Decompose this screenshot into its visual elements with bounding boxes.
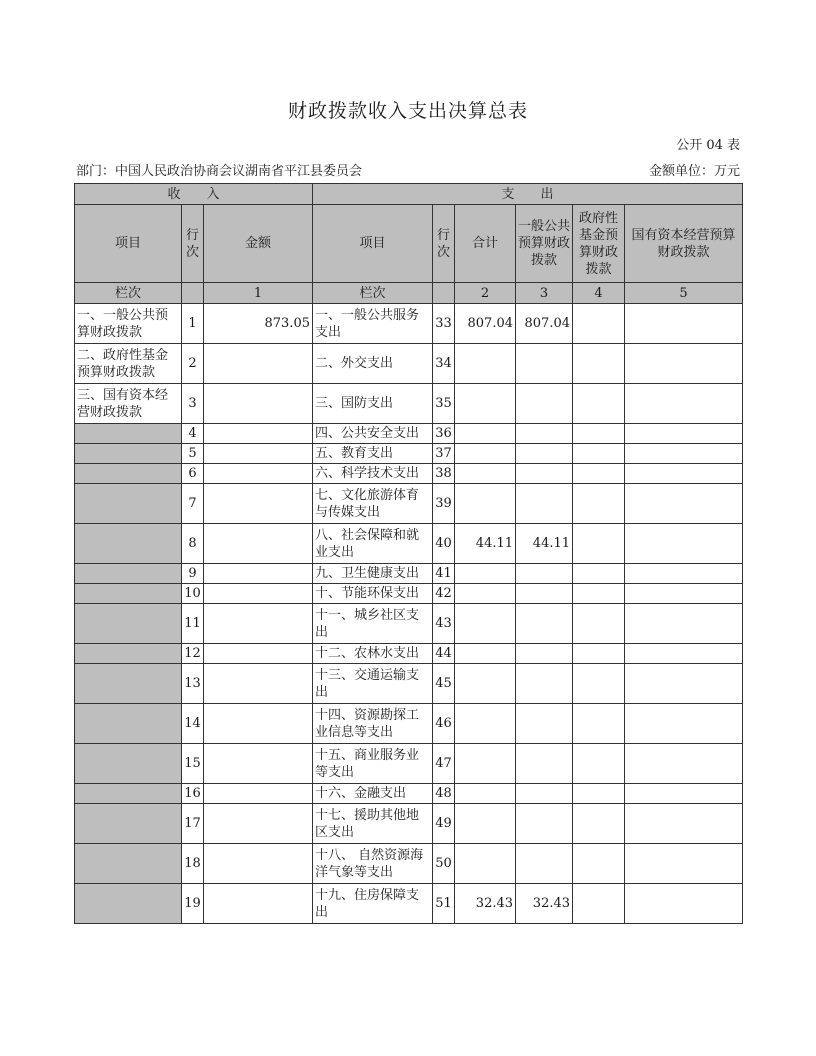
expense-item: 三、国防支出: [313, 384, 433, 424]
state-capital-amount: [625, 704, 743, 744]
income-item: [75, 444, 182, 464]
expense-total: [455, 484, 516, 524]
expense-item: 四、公共安全支出: [313, 424, 433, 444]
income-item: [75, 804, 182, 844]
table-row: [75, 744, 743, 784]
income-item: 二、政府性基金预算财政拨款: [75, 344, 182, 384]
expense-total: [455, 664, 516, 704]
amount-unit-label: 金额单位：万元: [648, 164, 740, 179]
fund-budget-amount: [573, 784, 625, 804]
table-row: [75, 384, 743, 424]
state-capital-header: 国有资本经营预算财政拨款: [625, 205, 743, 283]
state-capital-amount: [625, 744, 743, 784]
form-code: 公开 04 表: [676, 138, 740, 153]
expense-line-no: 36: [433, 424, 455, 444]
state-capital-amount: [625, 344, 743, 384]
table-row: [75, 784, 743, 804]
expense-item: 十八、 自然资源海洋气象等支出: [313, 844, 433, 884]
expense-total: 807.04: [455, 304, 516, 344]
fund-budget-amount: [573, 604, 625, 644]
expense-item: 十二、农林水支出: [313, 644, 433, 664]
expense-total: [455, 344, 516, 384]
expense-item: 五、教育支出: [313, 444, 433, 464]
income-line-no: 7: [182, 484, 204, 524]
income-line-no: 1: [182, 304, 204, 344]
income-item: [75, 644, 182, 664]
income-amount: [204, 484, 313, 524]
income-line-no: 18: [182, 844, 204, 884]
expense-line-no: 45: [433, 664, 455, 704]
general-budget-amount: [516, 564, 573, 584]
income-amount: [204, 704, 313, 744]
income-item: [75, 604, 182, 644]
general-budget-amount: 807.04: [516, 304, 573, 344]
table-row: [75, 644, 743, 664]
income-line-no: 16: [182, 784, 204, 804]
fund-budget-amount: [573, 344, 625, 384]
general-budget-amount: [516, 704, 573, 744]
income-amount: [204, 464, 313, 484]
expense-line-no: 39: [433, 484, 455, 524]
column-number-4: 4: [573, 283, 625, 304]
table-row: [75, 564, 743, 584]
income-amount: [204, 804, 313, 844]
income-item-header: 项目: [75, 205, 182, 283]
income-amount: [204, 444, 313, 464]
column-label-blank: [182, 283, 204, 304]
expense-total: [455, 604, 516, 644]
expense-line-no: 46: [433, 704, 455, 744]
expense-line-no: 34: [433, 344, 455, 384]
fiscal-summary-table: [74, 183, 743, 924]
expense-total: [455, 804, 516, 844]
table-row: [75, 884, 743, 924]
table-row: [75, 524, 743, 564]
general-budget-amount: [516, 784, 573, 804]
income-amount: [204, 424, 313, 444]
state-capital-amount: [625, 564, 743, 584]
fund-budget-amount: [573, 384, 625, 424]
expense-total: [455, 784, 516, 804]
expense-item: 十三、交通运输支出: [313, 664, 433, 704]
income-line-no: 12: [182, 644, 204, 664]
table-row: [75, 464, 743, 484]
table-row: [75, 424, 743, 444]
fund-budget-header: 政府性基金预算财政拨款: [573, 205, 625, 283]
column-number-1: 1: [204, 283, 313, 304]
general-budget-amount: 32.43: [516, 884, 573, 924]
column-label-blank-2: [433, 283, 455, 304]
income-line-no-header: 行次: [182, 205, 204, 283]
table-row: [75, 664, 743, 704]
table-row: [75, 584, 743, 604]
expense-line-no: 37: [433, 444, 455, 464]
expense-line-no: 38: [433, 464, 455, 484]
page-title: 财政拨款收入支出决算总表: [287, 100, 528, 122]
income-line-no: 4: [182, 424, 204, 444]
column-label-2: 栏次: [313, 283, 433, 304]
income-line-no: 11: [182, 604, 204, 644]
expense-item: 十五、商业服务业等支出: [313, 744, 433, 784]
fund-budget-amount: [573, 664, 625, 704]
income-line-no: 14: [182, 704, 204, 744]
expense-total: 44.11: [455, 524, 516, 564]
income-line-no: 17: [182, 804, 204, 844]
general-budget-header: 一般公共预算财政拨款: [516, 205, 573, 283]
column-number-2: 2: [455, 283, 516, 304]
income-amount: [204, 584, 313, 604]
fund-budget-amount: [573, 584, 625, 604]
general-budget-amount: [516, 344, 573, 384]
expense-total: [455, 444, 516, 464]
income-amount: [204, 564, 313, 584]
fund-budget-amount: [573, 524, 625, 564]
expense-line-no: 48: [433, 784, 455, 804]
expense-item: 十七、援助其他地区支出: [313, 804, 433, 844]
income-line-no: 15: [182, 744, 204, 784]
state-capital-amount: [625, 444, 743, 464]
income-line-no: 10: [182, 584, 204, 604]
general-budget-amount: [516, 584, 573, 604]
expense-total: [455, 844, 516, 884]
state-capital-amount: [625, 644, 743, 664]
table-row: [75, 844, 743, 884]
state-capital-amount: [625, 784, 743, 804]
income-amount-header: 金额: [204, 205, 313, 283]
income-line-no: 3: [182, 384, 204, 424]
expense-line-no: 42: [433, 584, 455, 604]
fund-budget-amount: [573, 564, 625, 584]
general-budget-amount: [516, 744, 573, 784]
state-capital-amount: [625, 524, 743, 564]
expense-line-no: 47: [433, 744, 455, 784]
column-number-3: 3: [516, 283, 573, 304]
general-budget-amount: [516, 664, 573, 704]
income-item: [75, 744, 182, 784]
table-row: [75, 304, 743, 344]
income-item: [75, 704, 182, 744]
expense-item: 六、科学技术支出: [313, 464, 433, 484]
income-item: 一、一般公共预算财政拨款: [75, 304, 182, 344]
income-line-no: 2: [182, 344, 204, 384]
income-line-no: 8: [182, 524, 204, 564]
state-capital-amount: [625, 384, 743, 424]
income-amount: 873.05: [204, 304, 313, 344]
table-row: [75, 344, 743, 384]
fund-budget-amount: [573, 884, 625, 924]
income-item: [75, 424, 182, 444]
expense-item: 二、外交支出: [313, 344, 433, 384]
fund-budget-amount: [573, 464, 625, 484]
fund-budget-amount: [573, 744, 625, 784]
income-amount: [204, 644, 313, 664]
income-line-no: 19: [182, 884, 204, 924]
fund-budget-amount: [573, 844, 625, 884]
general-budget-amount: [516, 384, 573, 424]
income-amount: [204, 784, 313, 804]
expense-item: 一、一般公共服务支出: [313, 304, 433, 344]
general-budget-amount: [516, 424, 573, 444]
expense-total: [455, 464, 516, 484]
table-row: [75, 484, 743, 524]
state-capital-amount: [625, 604, 743, 644]
state-capital-amount: [625, 584, 743, 604]
state-capital-amount: [625, 804, 743, 844]
income-item: [75, 884, 182, 924]
expense-line-no: 44: [433, 644, 455, 664]
expense-line-no: 43: [433, 604, 455, 644]
table-row: [75, 444, 743, 464]
expense-total: [455, 384, 516, 424]
general-budget-amount: [516, 644, 573, 664]
table-row: [75, 804, 743, 844]
state-capital-amount: [625, 464, 743, 484]
table-row: [75, 704, 743, 744]
expense-total: [455, 564, 516, 584]
income-item: [75, 584, 182, 604]
income-section-header: 收 入: [75, 184, 313, 205]
income-amount: [204, 344, 313, 384]
income-line-no: 6: [182, 464, 204, 484]
state-capital-amount: [625, 484, 743, 524]
fund-budget-amount: [573, 804, 625, 844]
fund-budget-amount: [573, 704, 625, 744]
fund-budget-amount: [573, 444, 625, 464]
expense-total: [455, 644, 516, 664]
expense-line-no: 50: [433, 844, 455, 884]
expense-total: [455, 424, 516, 444]
general-budget-amount: [516, 484, 573, 524]
general-budget-amount: [516, 604, 573, 644]
fund-budget-amount: [573, 424, 625, 444]
expense-total: [455, 744, 516, 784]
state-capital-amount: [625, 844, 743, 884]
general-budget-amount: [516, 444, 573, 464]
income-item: 三、国有资本经营财政拨款: [75, 384, 182, 424]
expense-total: [455, 704, 516, 744]
income-item: [75, 484, 182, 524]
general-budget-amount: [516, 804, 573, 844]
expense-line-no-header: 行次: [433, 205, 455, 283]
expense-line-no: 35: [433, 384, 455, 424]
income-amount: [204, 664, 313, 704]
income-amount: [204, 884, 313, 924]
fund-budget-amount: [573, 484, 625, 524]
expense-item: 十一、城乡社区支出: [313, 604, 433, 644]
column-label: 栏次: [75, 283, 182, 304]
income-item: [75, 524, 182, 564]
expense-line-no: 51: [433, 884, 455, 924]
total-header: 合计: [455, 205, 516, 283]
income-amount: [204, 844, 313, 884]
expense-section-header: 支 出: [313, 184, 743, 205]
state-capital-amount: [625, 424, 743, 444]
income-item: [75, 564, 182, 584]
table-row: [75, 604, 743, 644]
expense-line-no: 33: [433, 304, 455, 344]
expense-line-no: 49: [433, 804, 455, 844]
general-budget-amount: [516, 464, 573, 484]
income-amount: [204, 744, 313, 784]
department-label: 部门：中国人民政治协商会议湖南省平江县委员会: [76, 164, 363, 179]
income-item: [75, 844, 182, 884]
fund-budget-amount: [573, 644, 625, 664]
expense-item: 十、节能环保支出: [313, 584, 433, 604]
expense-item: 八、社会保障和就业支出: [313, 524, 433, 564]
fund-budget-amount: [573, 304, 625, 344]
income-line-no: 9: [182, 564, 204, 584]
expense-total: 32.43: [455, 884, 516, 924]
income-item: [75, 664, 182, 704]
expense-item-header: 项目: [313, 205, 433, 283]
expense-line-no: 41: [433, 564, 455, 584]
income-amount: [204, 384, 313, 424]
expense-item: 十六、金融支出: [313, 784, 433, 804]
income-line-no: 5: [182, 444, 204, 464]
income-item: [75, 464, 182, 484]
state-capital-amount: [625, 304, 743, 344]
column-number-5: 5: [625, 283, 743, 304]
general-budget-amount: [516, 844, 573, 884]
expense-total: [455, 584, 516, 604]
income-line-no: 13: [182, 664, 204, 704]
general-budget-amount: 44.11: [516, 524, 573, 564]
state-capital-amount: [625, 664, 743, 704]
expense-item: 七、文化旅游体育与传媒支出: [313, 484, 433, 524]
expense-item: 十四、资源勘探工业信息等支出: [313, 704, 433, 744]
state-capital-amount: [625, 884, 743, 924]
income-item: [75, 784, 182, 804]
expense-line-no: 40: [433, 524, 455, 564]
income-amount: [204, 604, 313, 644]
expense-item: 十九、住房保障支出: [313, 884, 433, 924]
table-body: [75, 304, 743, 924]
income-amount: [204, 524, 313, 564]
expense-item: 九、卫生健康支出: [313, 564, 433, 584]
